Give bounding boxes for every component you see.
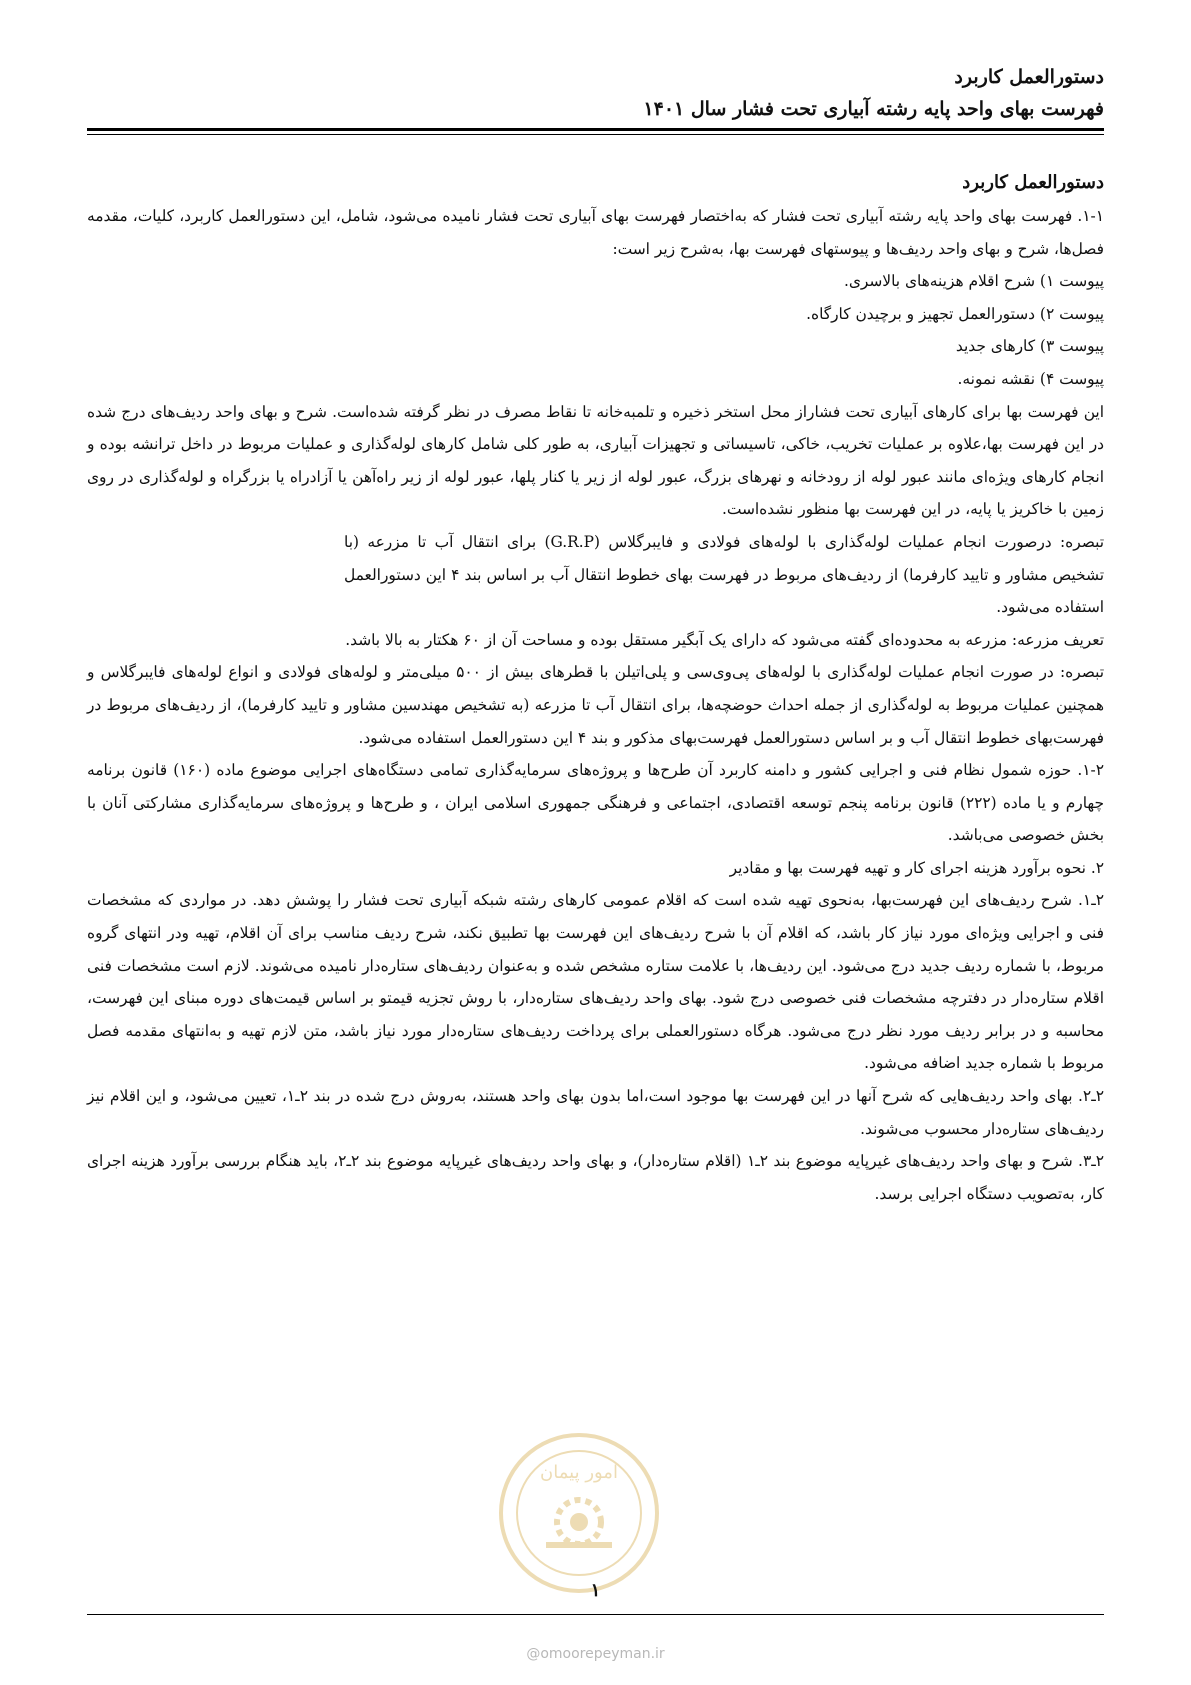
header-subtitle: فهرست بهای واحد پایه رشته آبیاری تحت فشار سال ۱۴۰۱ [643, 98, 1104, 120]
watermark-label: امور پیمان [540, 1462, 618, 1483]
paragraph: ۲ـ۱. شرح ردیف‌های این فهرست‌بها، به‌نحوی تهیه شده است که اقلام عمومی کارهای رشته شبکه آبیاری تحت فشار را پوشش دهد. در مواردی که مشخصات فنی و اجرایی ویژه‌ای مورد نیاز کار باشد، که اقلام آن با شرح ردیف‌های این فهرست بها تطبیق نکند، شرح ردیف مناسب برای آن اقلام، تهیه ودر انتهای گروه مربوط، با شماره ردیف جدید درج می‌شود. این ردیف‌ها، با علامت ستاره مشخص شده و به‌عنوان ردیف‌های ستاره‌دار نامیده می‌شوند. لازم است مشخصات فنی اقلام ستاره‌دار در دفترچه مشخصات فنی خصوصی درج شود. بهای واحد ردیف‌های ستاره‌دار، با روش تجزیه قیمتو بر اساس قیمت‌های دوره مبنای این فهرست، محاسبه و در برابر ردیف مورد نظر درج می‌شود. هرگاه دستورالعملی برای پرداخت ردیف‌های ستاره‌دار مورد نیاز باشد، متن لازم تهیه و به‌انتهای مقدمه فصل مربوط با شماره جدید اضافه می‌شود. [87, 891, 1104, 1073]
paragraph: پیوست ۳) کارهای جدید [955, 337, 1104, 356]
paragraph: ۱-۱. فهرست بهای واحد پایه رشته آبیاری تحت فشار که به‌اختصار فهرست بهای آبیاری تحت فشار نامیده می‌شود، شامل، این دستورالعمل کاربرد، کلیات، مقدمه فصل‌ها، شرح و بهای واحد ردیف‌ها و پیوستهای فهرست بها، به‌شرح زیر است: [87, 207, 1104, 258]
watermark-seal-icon [496, 1430, 662, 1596]
body-text [87, 200, 1104, 1210]
paragraph-note: تبصره: درصورت انجام عملیات لوله‌گذاری با لوله‌های فولادی و فایبرگلاس (G.R.P) برای انتقال آب تا مزرعه (با تشخیص مشاور و تایید کارفرما) از ردیف‌های مربوط در فهرست بهای خطوط انتقال آب بر اساس بند ۴ این دستورالعمل استفاده می‌شود. [344, 532, 1105, 617]
footer-rule [87, 1614, 1104, 1615]
paragraph: ۲ـ۲. بهای واحد ردیف‌هایی که شرح آنها در این فهرست بها موجود است،اما بدون بهای واحد هستند، به‌روش درج شده در بند ۲ـ۱، تعیین می‌شود، و این اقلام نیز ردیف‌های ستاره‌دار محسوب می‌شوند. [87, 1087, 1104, 1138]
paragraph: تبصره: در صورت انجام عملیات لوله‌گذاری با لوله‌های پی‌وی‌سی و پلی‌اتیلن با قطرهای بیش از ۵۰۰ میلی‌متر و لوله‌های فولادی و انواع لوله‌های فایبرگلاس و همچنین عملیات مربوط به لوله‌گذاری از جمله احداث حوضچه‌ها، برای انتقال آب تا مزرعه (به تشخیص مهندسین مشاور و تایید کارفرما)، از ردیف‌های مربوط در فهرست‌بهای خطوط انتقال آب و بر اساس دستورالعمل فهرست‌بهای مذکور و بند ۴ این دستورالعمل استفاده می‌شود. [87, 663, 1104, 747]
paragraph: این فهرست بها برای کارهای آبیاری تحت فشاراز محل استخر ذخیره و تلمبه‌خانه تا نقاط مصرف در نظر گرفته شده‌است. شرح و بهای واحد ردیف‌های درج شده در این فهرست بها،علاوه بر عملیات تخریب، خاکی، تاسیساتی و تجهیزات آبیاری، به طور کلی شامل کارهای لوله‌گذاری و عملیات مربوط در داخل ترانشه بوده و انجام کارهای ویژه‌ای مانند عبور لوله از رودخانه و نهرهای بزرگ، عبور لوله از زیر یا کنار پلها، عبور لوله از زیر راه‌آهن یا آزادراه یا بزرگراه و لوله‌گذاری در روی زمین با خاکریز یا پایه، در این فهرست بها منظور نشده‌است. [87, 402, 1104, 519]
header-rule-thick [87, 128, 1104, 131]
paragraph: ۱-۲. حوزه شمول نظام فنی و اجرایی کشور و دامنه کاربرد آن طرح‌ها و پروژه‌های سرمایه‌گذاری تمامی دستگاه‌های اجرایی موضوع ماده (۱۶۰) قانون برنامه چهارم و یا ماده (۲۲۲) قانون برنامه پنجم توسعه اقتصادی، اجتماعی و فرهنگی جمهوری اسلامی ایران ، و طرح‌ها و پروژه‌های سرمایه‌گذاری مشارکتی آنان با بخش خصوصی می‌باشد. [87, 761, 1104, 845]
paragraph: ۲ـ۳. شرح و بهای واحد ردیف‌های غیرپایه موضوع بند ۲ـ۱ (اقلام ستاره‌دار)، و بهای واحد ردیف‌های غیرپایه موضوع بند ۲ـ۲، باید هنگام بررسی برآورد هزینه اجرای کار، به‌تصویب دستگاه اجرایی برسد. [87, 1152, 1105, 1203]
paragraph: تعریف مزرعه: مزرعه به محدوده‌ای گفته می‌شود که دارای یک آبگیر مستقل بوده و مساحت آن از ۶۰ هکتار به بالا باشد. [345, 630, 1104, 649]
section-title: دستورالعمل کاربرد [962, 172, 1104, 193]
paragraph: پیوست ۱) شرح اقلام هزینه‌های بالاسری. [843, 272, 1104, 291]
paragraph: پیوست ۴) نقشه نمونه. [957, 369, 1104, 388]
paragraph: پیوست ۲) دستورالعمل تجهیز و برچیدن کارگاه. [806, 304, 1104, 323]
footer-website: @omoorepeyman.ir [526, 1646, 665, 1662]
header-rule-thin [87, 134, 1104, 135]
page-number: ۱ [590, 1580, 601, 1601]
paragraph: ۲. نحوه برآورد هزینه اجرای کار و تهیه فهرست بها و مقادیر [729, 858, 1104, 877]
header-title: دستورالعمل کاربرد [954, 66, 1104, 88]
